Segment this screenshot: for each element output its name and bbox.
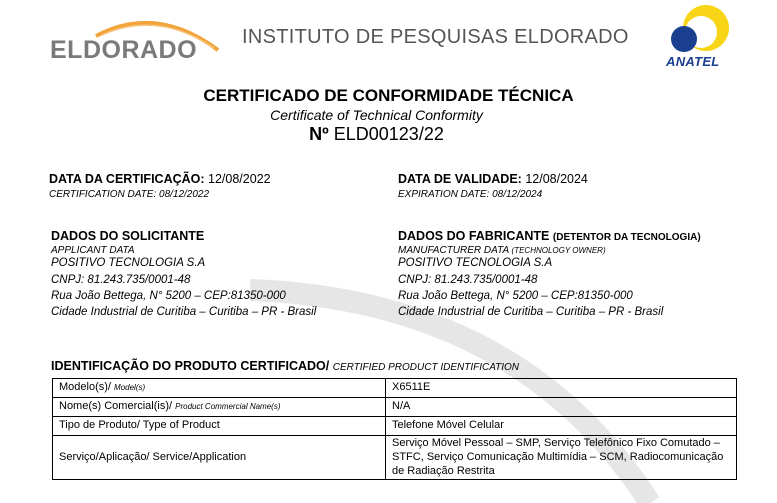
model-label-en: Model(s) <box>114 383 146 393</box>
certificate-number <box>0 124 765 145</box>
manufacturer-name: POSITIVO TECNOLOGIA S.A <box>398 257 553 269</box>
product-table <box>52 378 737 480</box>
manufacturer-heading <box>398 229 701 243</box>
certification-date-label: DATA DA CERTIFICAÇÃO: <box>49 172 205 186</box>
certification-date-value: 12/08/2022 <box>208 172 271 186</box>
manufacturer-city: Cidade Industrial de Curitiba – Curitiba – PR - Brasil <box>398 306 664 318</box>
service-value: Serviço Móvel Pessoal – SMP, Serviço Telefônico Fixo Comutado – STFC, Serviço Comunicação Multimídia – SCM, Radiocomunicação de Radiação Restrita <box>386 436 737 480</box>
certification-date-en: CERTIFICATION DATE: 08/12/2022 <box>49 189 210 200</box>
product-heading-en: CERTIFIED PRODUCT IDENTIFICATION <box>332 362 520 373</box>
expiration-date-en: EXPIRATION DATE: 08/12/2024 <box>398 189 543 200</box>
commercial-name-label: Nome(s) Comercial(is)/ <box>59 400 173 413</box>
certificate-number-label: Nº <box>309 124 329 144</box>
commercial-name-value: N/A <box>386 398 737 417</box>
expiration-date <box>398 172 588 186</box>
table-row <box>53 436 737 480</box>
table-row <box>53 379 737 398</box>
commercial-name-label-en: Product Commercial Name(s) <box>175 402 281 412</box>
model-value: X6511E <box>386 379 737 398</box>
product-heading-text: IDENTIFICAÇÃO DO PRODUTO CERTIFICADO/ <box>51 359 330 373</box>
product-heading <box>51 359 519 373</box>
service-label: Serviço/Aplicação/ Service/Application <box>53 436 386 480</box>
commercial-name-label-cell <box>53 398 386 417</box>
table-row <box>53 398 737 417</box>
certificate-title: CERTIFICADO DE CONFORMIDADE TÉCNICA <box>203 86 574 105</box>
manufacturer-heading-text: DADOS DO FABRICANTE <box>398 229 550 243</box>
model-label: Modelo(s)/ <box>59 381 111 394</box>
manufacturer-heading-en-note: (TECHNOLOGY OWNER) <box>511 246 606 255</box>
manufacturer-heading-en-text: MANUFACTURER DATA <box>398 245 509 256</box>
eldorado-logo <box>46 10 221 62</box>
expiration-date-value: 12/08/2024 <box>525 172 588 186</box>
certification-date <box>49 172 271 186</box>
product-type-label: Tipo de Produto/ Type of Product <box>53 417 386 436</box>
manufacturer-heading-en <box>398 245 606 256</box>
applicant-heading: DADOS DO SOLICITANTE <box>51 229 205 243</box>
expiration-date-label: DATA DE VALIDADE: <box>398 172 522 186</box>
table-row <box>53 417 737 436</box>
anatel-logo-text: ANATEL <box>666 54 720 69</box>
product-type-value: Telefone Móvel Celular <box>386 417 737 436</box>
applicant-city: Cidade Industrial de Curitiba – Curitiba – PR - Brasil <box>51 306 317 318</box>
manufacturer-address: Rua João Bettega, N° 5200 – CEP:81350-000 <box>398 290 633 302</box>
anatel-emblem-icon <box>660 2 730 54</box>
applicant-heading-en: APPLICANT DATA <box>51 245 135 256</box>
applicant-cnpj: CNPJ: 81.243.735/0001-48 <box>51 274 191 286</box>
model-label-cell <box>53 379 386 398</box>
certificate-number-value: ELD00123/22 <box>333 124 444 144</box>
applicant-name: POSITIVO TECNOLOGIA S.A <box>51 257 206 269</box>
manufacturer-cnpj: CNPJ: 81.243.735/0001-48 <box>398 274 538 286</box>
institute-name: INSTITUTO DE PESQUISAS ELDORADO <box>242 26 629 48</box>
eldorado-logo-text: ELDORADO <box>50 36 198 64</box>
certificate-subtitle: Certificate of Technical Conformity <box>270 107 483 123</box>
anatel-logo <box>660 2 730 72</box>
manufacturer-heading-note: (DETENTOR DA TECNOLOGIA) <box>552 232 701 243</box>
applicant-address: Rua João Bettega, N° 5200 – CEP:81350-000 <box>51 290 286 302</box>
